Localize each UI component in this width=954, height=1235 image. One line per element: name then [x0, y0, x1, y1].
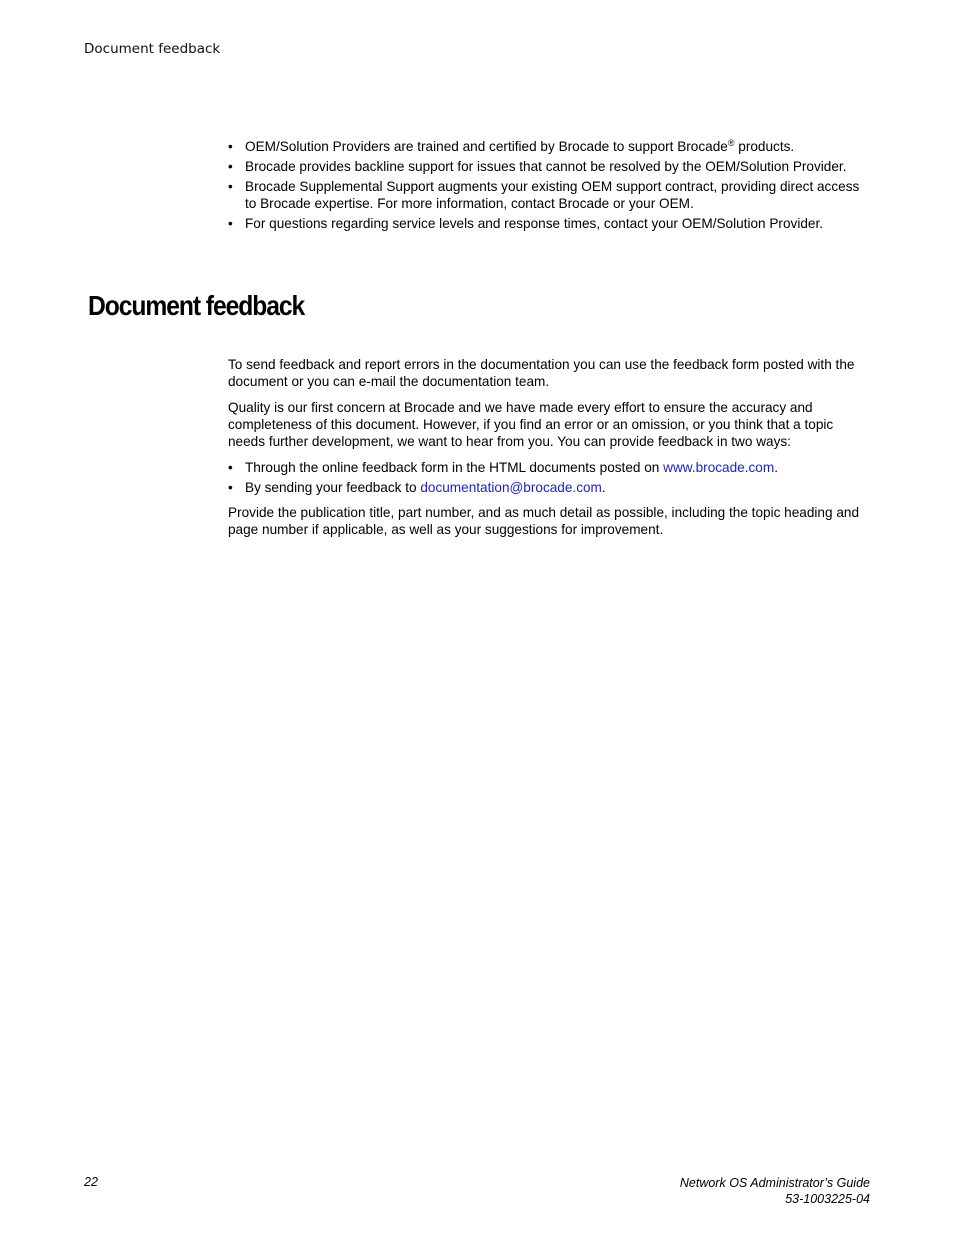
bullet-icon: • [228, 139, 233, 154]
bullet-icon: • [228, 460, 233, 475]
bullet-icon: • [228, 480, 233, 495]
brocade-website-link[interactable]: www.brocade.com [663, 460, 775, 475]
bullet-icon: • [228, 179, 233, 194]
documentation-email-link[interactable]: documentation@brocade.com [420, 480, 602, 495]
list-item [228, 178, 860, 212]
list-item [228, 479, 860, 496]
list-item-text-end: products. [734, 139, 795, 154]
guide-title: Network OS Administrator’s Guide [679, 1176, 870, 1190]
list-item [228, 138, 860, 155]
list-item [228, 215, 860, 232]
list-item-text: Through the online feedback form in the HTML documents posted on [245, 460, 664, 475]
list-item-punct: . [774, 460, 778, 475]
list-item [228, 459, 860, 476]
quality-paragraph: Quality is our first concern at Brocade and we have made every effort to ensure the accuracy and completeness of this document. However, if you find an error or an omission, or you think that a topic needs further development, we want to hear from you. You can provide feedback in two ways: [228, 400, 834, 449]
details-paragraph: Provide the publication title, part number, and as much detail as possible, including the topic heading and page number if applicable, as well as your suggestions for improvement. [228, 505, 860, 537]
running-header: Document feedback [84, 41, 221, 57]
list-item-text: Brocade provides backline support for issues that cannot be resolved by the OEM/Solution Provider. [245, 159, 847, 174]
section-heading: Document feedback [88, 290, 305, 321]
page-number: 22 [84, 1175, 98, 1189]
bullet-icon: • [228, 216, 233, 231]
part-number: 53-1003225-04 [785, 1192, 870, 1206]
feedback-ways-list [228, 459, 860, 499]
list-item-text: Brocade Supplemental Support augments your existing OEM support contract, providing direct access to Brocade expertise. For more information, contact Brocade or your OEM. [245, 179, 860, 211]
bullet-icon: • [228, 159, 233, 174]
list-item-text: For questions regarding service levels and response times, contact your OEM/Solution Provider. [245, 216, 824, 231]
footer-doc-info [680, 1175, 870, 1207]
support-list [228, 138, 860, 235]
registered-mark: ® [727, 138, 735, 148]
list-item-text: By sending your feedback to [245, 480, 421, 495]
list-item [228, 158, 860, 175]
feedback-intro-paragraph: To send feedback and report errors in the documentation you can use the feedback form posted with the document or you can e-mail the documentation team. [228, 357, 855, 389]
list-item-punct: . [601, 480, 606, 495]
list-item-text: OEM/Solution Providers are trained and certified by Brocade to support Brocade [245, 139, 728, 154]
